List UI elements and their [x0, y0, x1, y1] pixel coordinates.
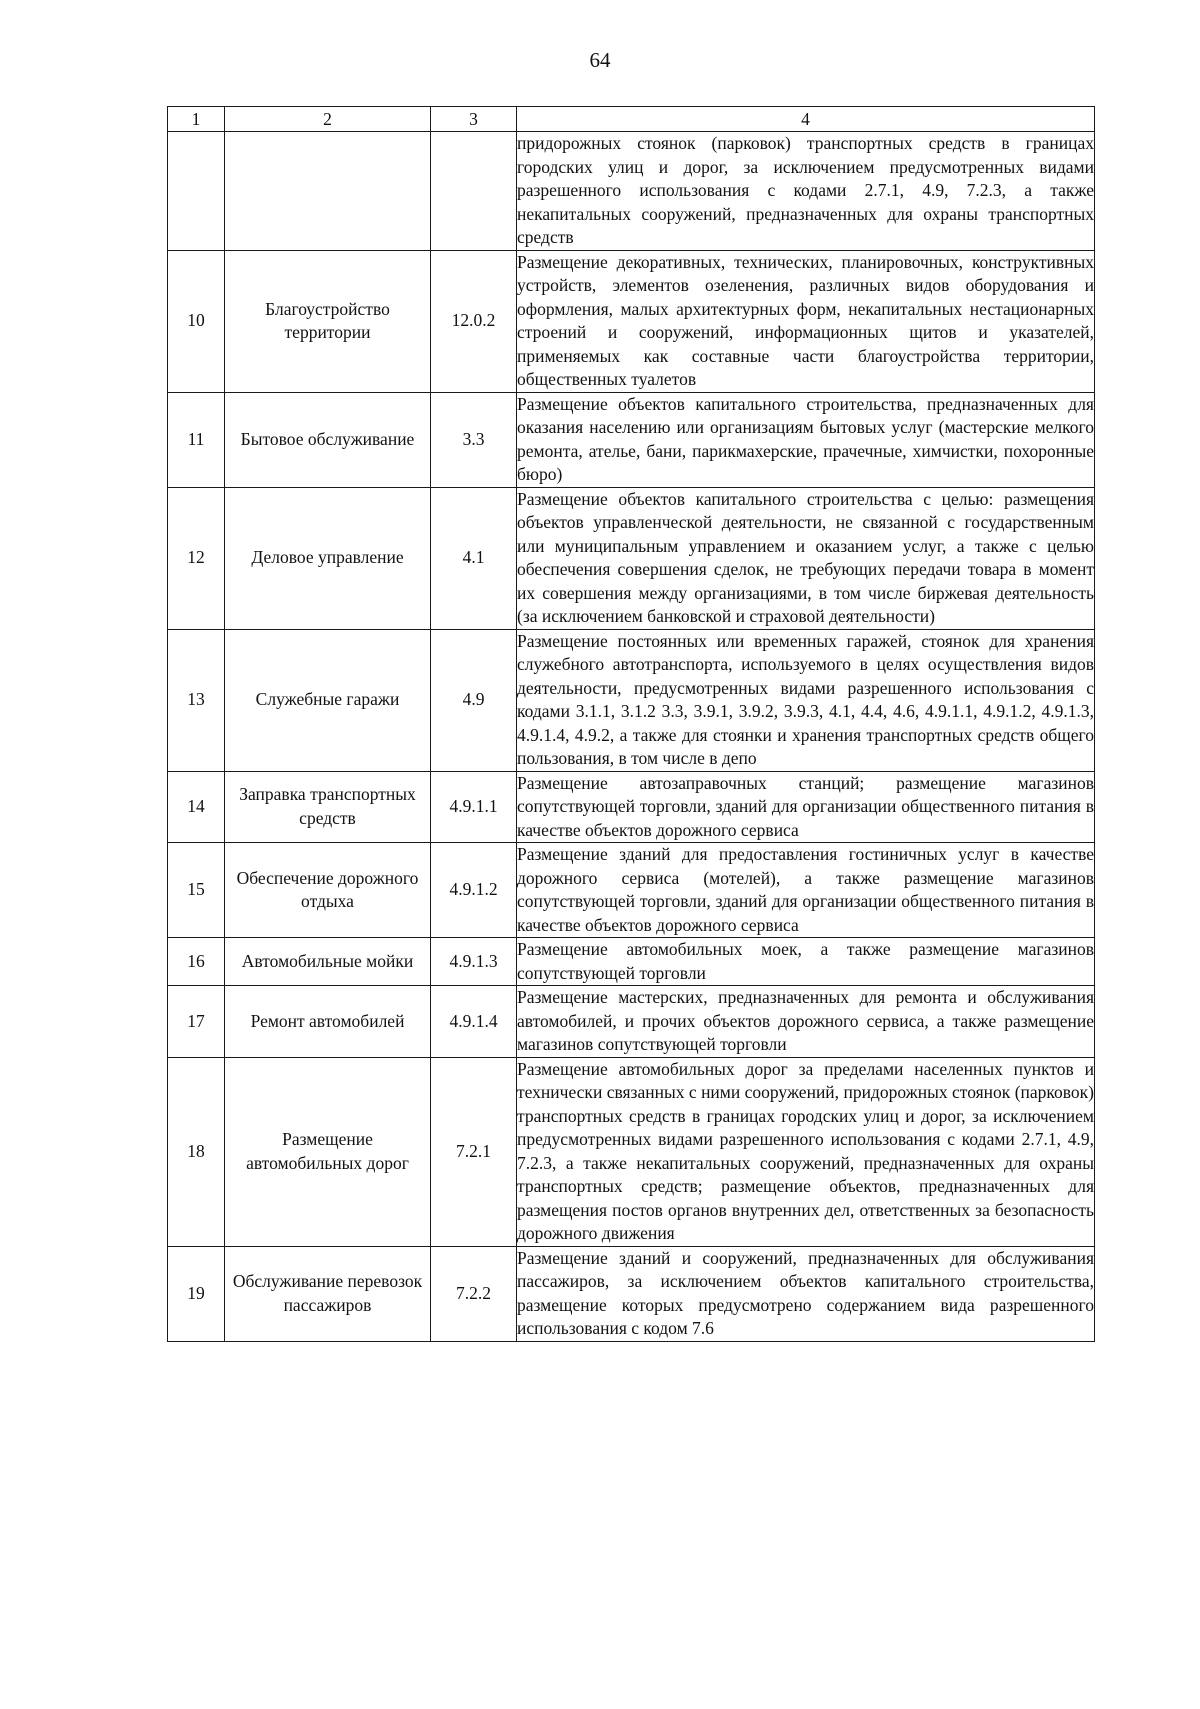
table-row	[168, 843, 1095, 938]
land-use-table	[167, 106, 1095, 1342]
use-code	[431, 132, 517, 251]
table-row	[168, 132, 1095, 251]
use-description: Размещение декоративных, технических, планировочных, конструктивных устройств, элементов озеленения, различных видов оборудования и оформления, малых архитектурных форм, некапитальных нестационарных строений и сооружений, информационных щитов и указателей, применяемых как составные части благоустройства территории, общественных туалетов	[517, 250, 1095, 392]
header-cell-4: 4	[517, 107, 1095, 132]
use-code: 3.3	[431, 392, 517, 487]
use-description: Размещение автомобильных моек, а также размещение магазинов сопутствующей торговли	[517, 938, 1095, 986]
use-description: Размещение автомобильных дорог за пределами населенных пунктов и технически связанных с ними сооружений, придорожных стоянок (парковок) транспортных средств в границах городских улиц и дорог, за исключением предусмотренных видами разрешенного использования с кодами 2.7.1, 4.9, 7.2.3, а также некапитальных сооружений, предназначенных для охраны транспортных средств; размещение объектов, предназначенных для размещения постов органов внутренних дел, ответственных за безопасность дорожного движения	[517, 1057, 1095, 1246]
use-description: Размещение автозаправочных станций; размещение магазинов сопутствующей торговли, зданий для организации общественного питания в качестве объектов дорожного сервиса	[517, 771, 1095, 843]
use-code: 4.9.1.2	[431, 843, 517, 938]
use-name: Ремонт автомобилей	[225, 986, 431, 1058]
use-description: Размещение зданий для предоставления гостиничных услуг в качестве дорожного сервиса (мотелей), а также размещение магазинов сопутствующей торговли, зданий для организации общественного питания в качестве объектов дорожного сервиса	[517, 843, 1095, 938]
header-cell-1: 1	[168, 107, 225, 132]
row-number: 19	[168, 1246, 225, 1341]
use-code: 4.9.1.4	[431, 986, 517, 1058]
table-row	[168, 1246, 1095, 1341]
header-cell-3: 3	[431, 107, 517, 132]
table-row	[168, 629, 1095, 771]
row-number: 17	[168, 986, 225, 1058]
use-code: 4.9.1.1	[431, 771, 517, 843]
table-header	[168, 107, 1095, 132]
row-number: 16	[168, 938, 225, 986]
use-name: Заправка транспортных средств	[225, 771, 431, 843]
table-row	[168, 392, 1095, 487]
use-code: 4.1	[431, 487, 517, 629]
use-name: Бытовое обслуживание	[225, 392, 431, 487]
use-name: Служебные гаражи	[225, 629, 431, 771]
use-name: Обслуживание перевозок пассажиров	[225, 1246, 431, 1341]
use-description: Размещение объектов капитального строительства, предназначенных для оказания населению или организациям бытовых услуг (мастерские мелкого ремонта, ателье, бани, парикмахерские, прачечные, химчистки, похоронные бюро)	[517, 392, 1095, 487]
use-code: 7.2.2	[431, 1246, 517, 1341]
use-description: Размещение мастерских, предназначенных для ремонта и обслуживания автомобилей, и прочих объектов дорожного сервиса, а также размещение магазинов сопутствующей торговли	[517, 986, 1095, 1058]
use-name: Благоустройство территории	[225, 250, 431, 392]
table-row	[168, 986, 1095, 1058]
page-number: 64	[589, 48, 611, 72]
use-description: Размещение объектов капитального строительства с целью: размещения объектов управленческой деятельности, не связанной с государственным или муниципальным управлением и оказанием услуг, а также с целью обеспечения совершения сделок, не требующих передачи товара в момент их совершения между организациями, в том числе биржевая деятельность (за исключением банковской и страховой деятельности)	[517, 487, 1095, 629]
row-number: 18	[168, 1057, 225, 1246]
row-number	[168, 132, 225, 251]
table-row	[168, 771, 1095, 843]
use-name: Деловое управление	[225, 487, 431, 629]
row-number: 10	[168, 250, 225, 392]
use-name: Обеспечение дорожного отдыха	[225, 843, 431, 938]
table-row	[168, 250, 1095, 392]
row-number: 12	[168, 487, 225, 629]
row-number: 15	[168, 843, 225, 938]
table-row	[168, 938, 1095, 986]
use-code: 4.9.1.3	[431, 938, 517, 986]
use-description: придорожных стоянок (парковок) транспортных средств в границах городских улиц и дорог, за исключением предусмотренных видами разрешенного использования с кодами 2.7.1, 4.9, 7.2.3, а также некапитальных сооружений, предназначенных для охраны транспортных средств	[517, 132, 1095, 251]
row-number: 13	[168, 629, 225, 771]
use-code: 4.9	[431, 629, 517, 771]
use-description: Размещение постоянных или временных гаражей, стоянок для хранения служебного автотранспорта, используемого в целях осуществления видов деятельности, предусмотренных видами разрешенного использования с кодами 3.1.1, 3.1.2 3.3, 3.9.1, 3.9.2, 3.9.3, 4.1, 4.4, 4.6, 4.9.1.1, 4.9.1.2, 4.9.1.3, 4.9.1.4, 4.9.2, а также для стоянки и хранения транспортных средств общего пользования, в том числе в депо	[517, 629, 1095, 771]
use-code: 12.0.2	[431, 250, 517, 392]
row-number: 11	[168, 392, 225, 487]
table-row	[168, 487, 1095, 629]
table-row	[168, 1057, 1095, 1246]
use-code: 7.2.1	[431, 1057, 517, 1246]
row-number: 14	[168, 771, 225, 843]
use-name: Размещение автомобильных дорог	[225, 1057, 431, 1246]
use-name: Автомобильные мойки	[225, 938, 431, 986]
use-name	[225, 132, 431, 251]
table-body	[168, 132, 1095, 1342]
use-description: Размещение зданий и сооружений, предназначенных для обслуживания пассажиров, за исключением объектов капитального строительства, размещение которых предусмотрено содержанием вида разрешенного использования с кодом 7.6	[517, 1246, 1095, 1341]
header-row	[168, 107, 1095, 132]
header-cell-2: 2	[225, 107, 431, 132]
